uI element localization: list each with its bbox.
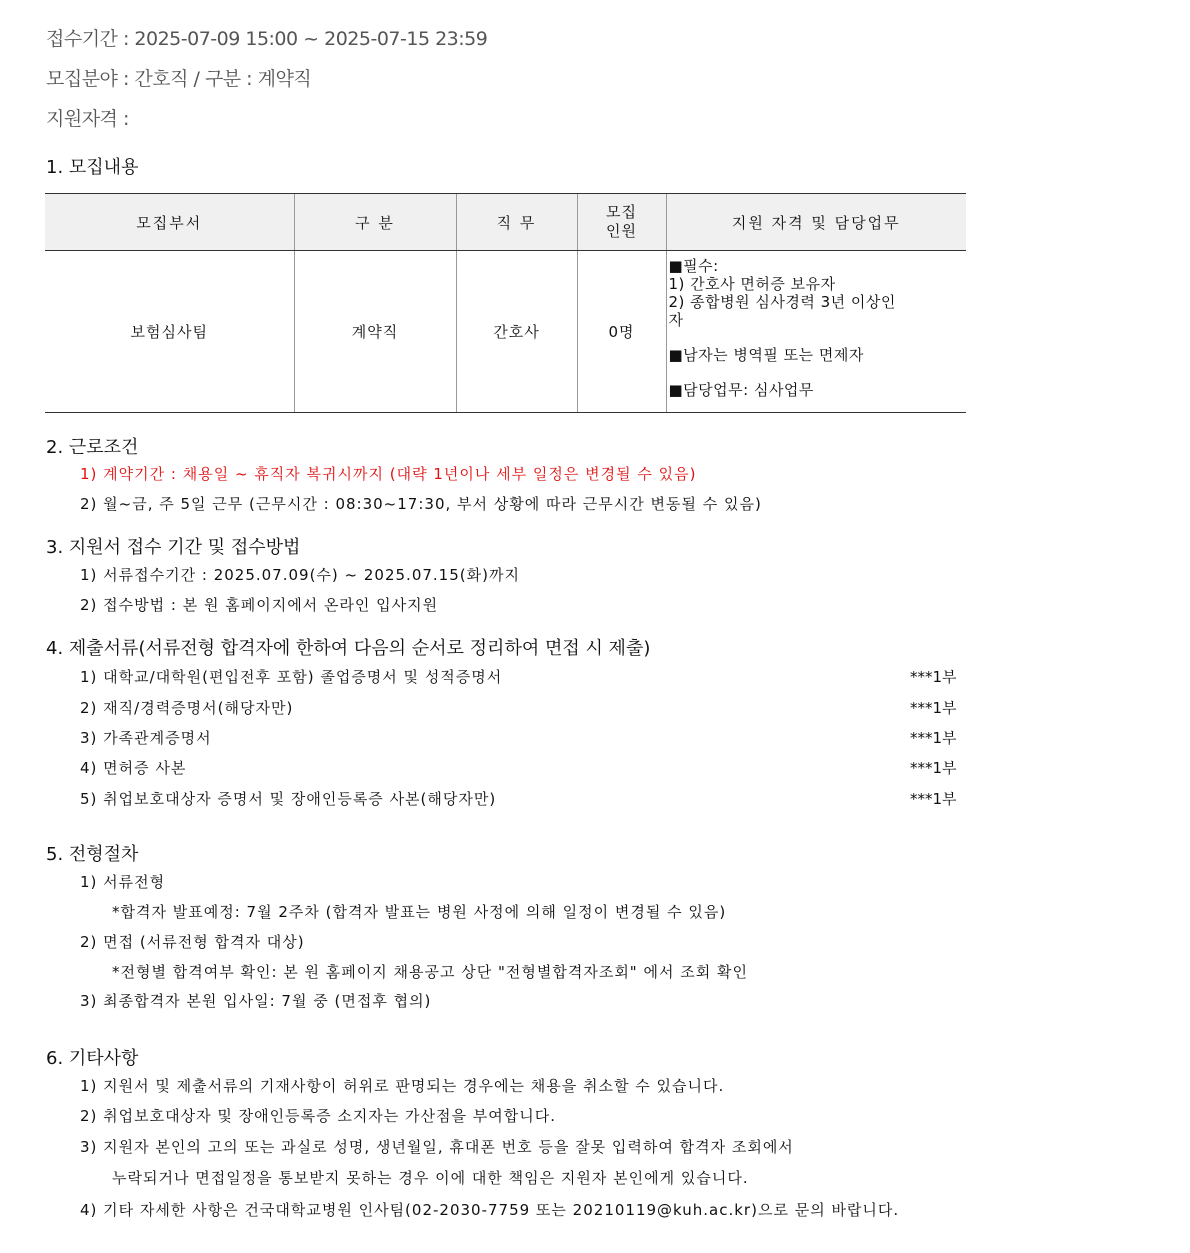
header-count — [577, 194, 666, 251]
header-count-line2: 인원 — [606, 222, 637, 240]
other-item-contact: 4) 기타 자세한 사항은 건국대학교병원 인사팀(02-2030-7759 또는 20210119@kuh.ac.kr)으로 문의 바랍니다. — [80, 1201, 900, 1219]
document-copies: ***1부 — [910, 759, 957, 777]
qual-required: ■필수: — [668, 257, 719, 275]
work-condition-contract: 1) 계약기간 : 채용일 ~ 휴직자 복귀시까지 (대략 1년이나 세부 일정은 변경될 수 있음) — [80, 465, 697, 483]
document-copies: ***1부 — [910, 668, 957, 686]
section-title-application: 3. 지원서 접수 기간 및 접수방법 — [46, 537, 301, 558]
document-item: 3) 가족관계증명서 — [80, 729, 212, 747]
document-copies: ***1부 — [910, 699, 957, 717]
cell-count: 0명 — [577, 251, 666, 413]
document-item: 2) 재직/경력증명서(해당자만) — [80, 699, 294, 717]
process-step-documents: 1) 서류전형 — [80, 873, 166, 891]
document-copies: ***1부 — [910, 790, 957, 808]
cell-type: 계약직 — [294, 251, 456, 413]
section-title-selection-process: 5. 전형절차 — [46, 844, 139, 865]
cell-dept: 보험심사팀 — [45, 251, 294, 413]
other-item-responsibility: 3) 지원자 본인의 고의 또는 과실로 성명, 생년월일, 휴대폰 번호 등을 잘못 입력하여 합격자 조회에서 — [80, 1138, 794, 1156]
header-qualification: 지원 자격 및 담당업무 — [666, 194, 966, 251]
application-period: 접수기간 : 2025-07-09 15:00 ~ 2025-07-15 23:59 — [46, 28, 488, 50]
qual-item-2: 2) 종합병원 심사경력 3년 이상인 — [668, 293, 896, 311]
qual-item-1: 1) 간호사 면허증 보유자 — [668, 275, 836, 293]
cell-job: 간호사 — [456, 251, 577, 413]
cell-qualification — [666, 251, 966, 413]
process-note-result-check: *전형별 합격여부 확인: 본 원 홈페이지 채용공고 상단 "전형별합격자조회" 에서 조회 확인 — [112, 963, 748, 981]
document-item: 1) 대학교/대학원(편입전후 포함) 졸업증명서 및 성적증명서 — [80, 668, 503, 686]
work-condition-hours: 2) 월~금, 주 5일 근무 (근무시간 : 08:30~17:30, 부서 상황에 따라 근무시간 변동될 수 있음) — [80, 495, 762, 513]
header-job: 직 무 — [456, 194, 577, 251]
process-step-final: 3) 최종합격자 본원 입사일: 7월 중 (면접후 협의) — [80, 992, 432, 1010]
process-step-interview: 2) 면접 (서류전형 합격자 대상) — [80, 933, 305, 951]
section-title-other: 6. 기타사항 — [46, 1048, 139, 1069]
qual-item-2-wrap: 자 — [668, 311, 684, 329]
process-note-announcement: *합격자 발표예정: 7월 2주차 (합격자 발표는 병원 사정에 의해 일정이 변경될 수 있음) — [112, 903, 727, 921]
recruit-table — [45, 193, 966, 413]
qual-military: ■남자는 병역필 또는 면제자 — [668, 346, 864, 364]
other-item-false-info: 1) 지원서 및 제출서류의 기재사항이 허위로 판명되는 경우에는 채용을 취소할 수 있습니다. — [80, 1077, 725, 1095]
header-count-line1: 모집 — [606, 203, 637, 221]
table-header-row — [45, 194, 966, 251]
header-dept: 모집부서 — [45, 194, 294, 251]
application-period-line: 1) 서류접수기간 : 2025.07.09(수) ~ 2025.07.15(화)까지 — [80, 566, 520, 584]
other-item-responsibility-cont: 누락되거나 면접일정을 통보받지 못하는 경우 이에 대한 책임은 지원자 본인에게 있습니다. — [112, 1169, 749, 1187]
header-type: 구 분 — [294, 194, 456, 251]
other-item-bonus-points: 2) 취업보호대상자 및 장애인등록증 소지자는 가산점을 부여합니다. — [80, 1107, 557, 1125]
document-item: 5) 취업보호대상자 증명서 및 장애인등록증 사본(해당자만) — [80, 790, 497, 808]
section-title-documents: 4. 제출서류(서류전형 합격자에 한하여 다음의 순서로 정리하여 면접 시 제출) — [46, 638, 651, 659]
document-item: 4) 면허증 사본 — [80, 759, 187, 777]
document-copies: ***1부 — [910, 729, 957, 747]
application-method-line: 2) 접수방법 : 본 원 홈페이지에서 온라인 입사지원 — [80, 596, 439, 614]
section-title-work-conditions: 2. 근로조건 — [46, 437, 139, 458]
recruit-field: 모집분야 : 간호직 / 구분 : 계약직 — [46, 68, 312, 90]
qual-duty: ■담당업무: 심사업무 — [668, 381, 814, 399]
table-row — [45, 251, 966, 413]
applicant-qualification: 지원자격 : — [46, 108, 129, 130]
section-title-recruit-details: 1. 모집내용 — [46, 157, 139, 178]
